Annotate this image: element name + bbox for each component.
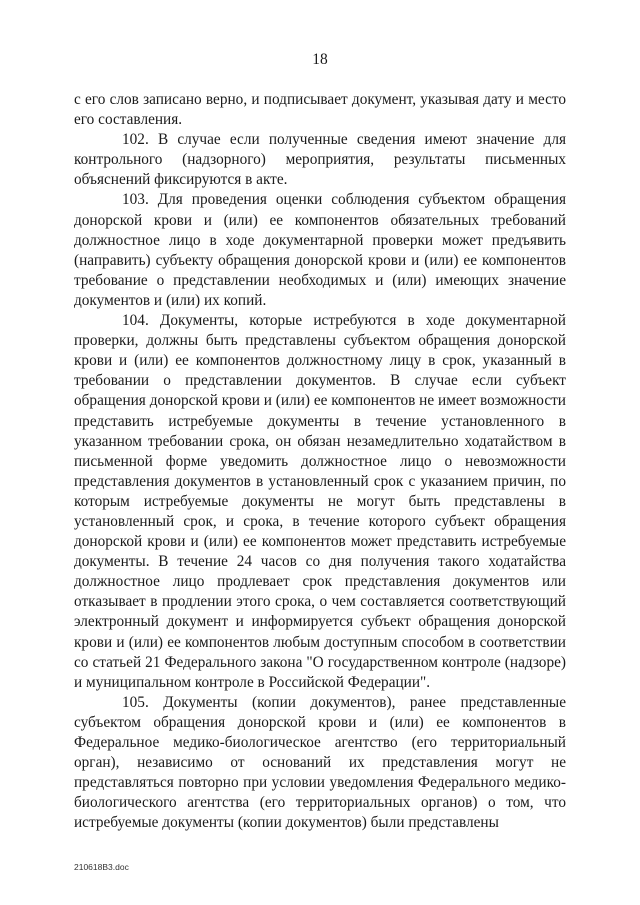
paragraph-104: 104. Документы, которые истребуются в ходе документарной проверки, должны быть представлены субъектом обращения донорской крови и (или) ее компонентов должностному лицу в срок, указанный в требовании о представлении документов. В случае если субъект обращения донорской крови и (или) ее компонентов не имеет возможности представить истребуемые документы в течение установленного в указанном требовании срока, он обязан незамедлительно ходатайством в письменной форме уведомить должностное лицо о невозможности представления документов в установленный срок с указанием причин, по которым истребуемые документы не могут быть представлены в установленный срок, и срока, в течение которого субъект обращения донорской крови и (или) ее компонентов может представить истребуемые документы. В течение 24 часов со дня получения такого ходатайства должностное лицо продлевает срок представления документов или отказывает в продлении этого срока, о чем составляется соответствующий электронный документ и информируется субъект обращения донорской крови и (или) ее компонентов любым доступным способом в соответствии со статьей 21 Федерального закона "О государственном контроле (надзоре) и муниципальном контроле в Российской Федерации".	[74, 312, 566, 691]
document-body	[74, 90, 566, 833]
paragraph-continuation: с его слов записано верно, и подписывает документ, указывая дату и место его составления.	[74, 91, 566, 129]
paragraph-102: 102. В случае если полученные сведения имеют значение для контрольного (надзорного) мероприятия, результаты письменных объяснений фиксируются в акте.	[74, 131, 566, 189]
paragraph-103: 103. Для проведения оценки соблюдения субъектом обращения донорской крови и (или) ее компонентов обязательных требований должностное лицо в ходе документарной проверки может предъявить (направить) субъекту обращения донорской крови и (или) ее компонентов требование о представлении необходимых и (или) имеющих значение документов и (или) их копий.	[74, 191, 566, 309]
footer-filename: 210618B3.doc	[74, 862, 129, 872]
paragraph-105: 105. Документы (копии документов), ранее представленные субъектом обращения донорской крови и (или) ее компонентов в Федеральное медико-биологическое агентство (его территориальный орган), независимо от оснований их представления могут не представляться повторно при условии уведомления Федерального медико-биологического агентства (его территориальных органов) о том, что истребуемые документы (копии документов) были представлены	[74, 693, 566, 832]
page-number: 18	[312, 51, 328, 68]
